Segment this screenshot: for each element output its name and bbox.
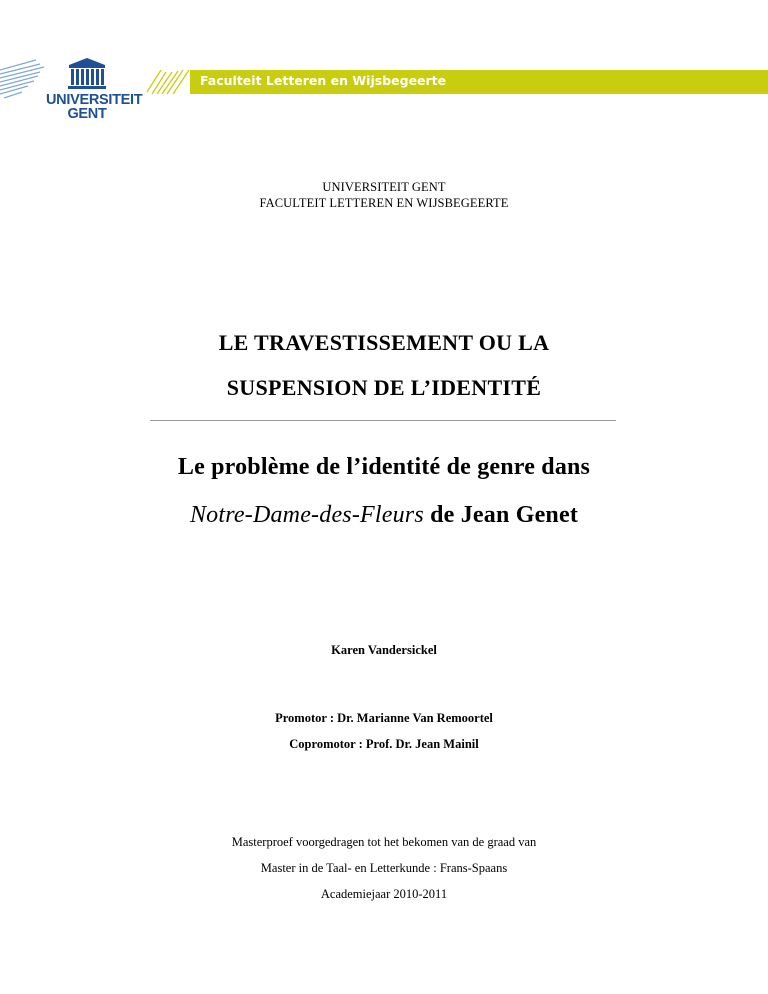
faculty-header: [0, 0, 768, 140]
author-name: Karen Vandersickel: [331, 643, 437, 657]
banner-text: Faculteit Letteren en Wijsbegeerte: [200, 73, 447, 88]
building-icon: [46, 57, 128, 93]
swoosh-decoration-icon: [145, 66, 193, 96]
degree-program: Master in de Taal- en Letterkunde : Frans-Spaans: [260, 861, 508, 875]
degree-statement: Masterproef voorgedragen tot het bekomen van de graad van: [231, 835, 537, 849]
streaks-decoration-icon: [0, 56, 48, 104]
subtitle-line1: Le problème de l’identité de genre dans: [177, 454, 591, 480]
title-line1: LE TRAVESTISSEMENT OU LA: [218, 330, 550, 355]
title-line2: SUSPENSION DE L’IDENTITÉ: [226, 375, 542, 400]
logo-text-line1: UNIVERSITEIT: [46, 92, 143, 108]
subtitle-author-part: de Jean Genet: [423, 502, 579, 528]
logo-text-line2: GENT: [67, 106, 107, 122]
university-logo: [46, 57, 143, 122]
institution-line1: UNIVERSITEIT GENT: [322, 180, 446, 194]
institution-line2: FACULTEIT LETTEREN EN WIJSBEGEERTE: [259, 196, 509, 210]
subtitle-work-title: Notre-Dame-des-Fleurs: [189, 502, 424, 528]
faculty-banner: [190, 70, 768, 94]
title-divider: [150, 420, 616, 421]
promotor: Promotor : Dr. Marianne Van Remoortel: [275, 711, 493, 725]
academic-year: Academiejaar 2010-2011: [320, 887, 448, 901]
copromotor: Copromotor : Prof. Dr. Jean Mainil: [289, 737, 479, 751]
subtitle-line2: [0, 502, 768, 529]
